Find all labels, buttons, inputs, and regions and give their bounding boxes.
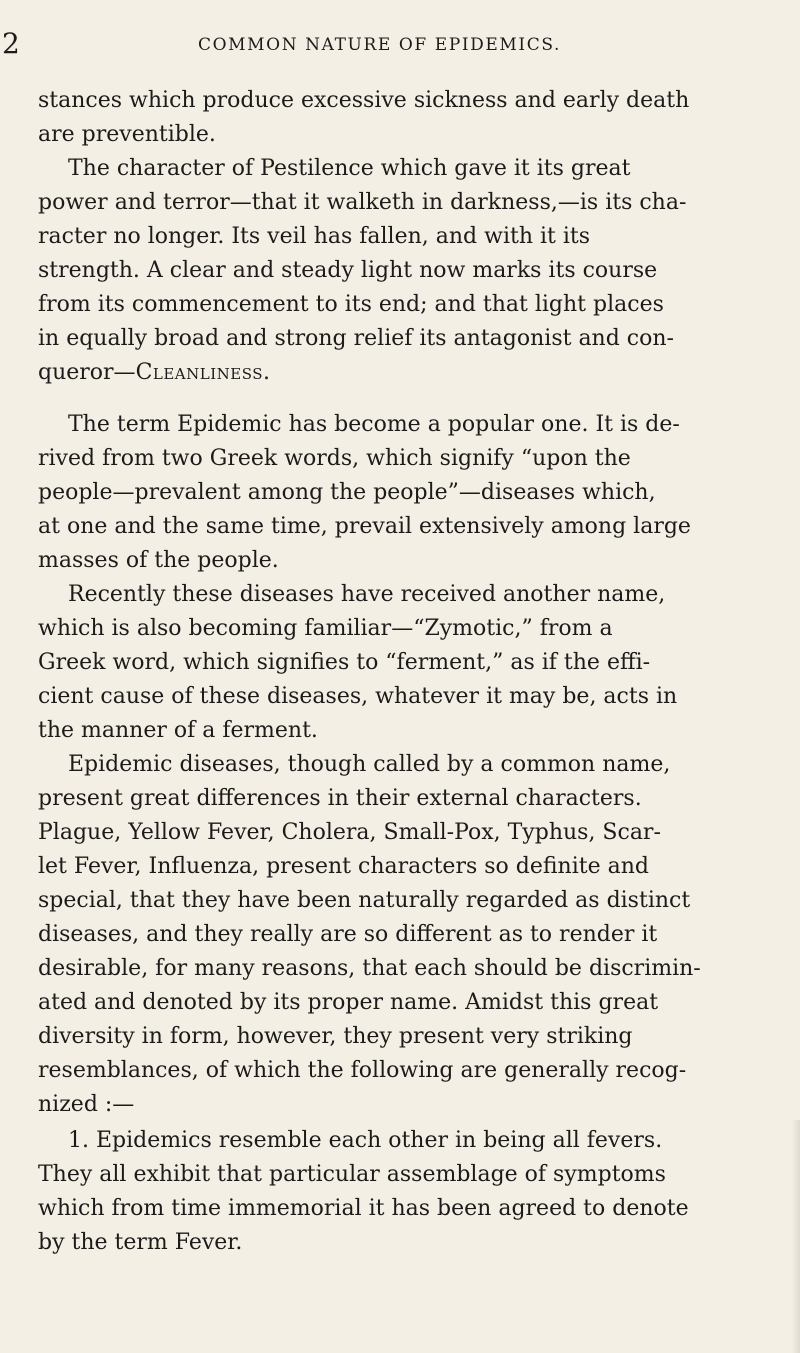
text-line: at one and the same time, prevail extensively among large <box>38 514 691 539</box>
text-line: diseases, and they really are so different as to render it <box>38 922 658 947</box>
text-line: let Fever, Influenza, present characters so definite and <box>38 854 649 879</box>
text-line: Greek word, which signifies to “ferment,” as if the effi- <box>38 650 651 675</box>
page-number: 2 <box>2 27 20 60</box>
running-head: COMMON NATURE OF EPIDEMICS. <box>198 35 561 55</box>
text-line: people—prevalent among the people”—diseases which, <box>38 480 656 505</box>
text-line: Plague, Yellow Fever, Cholera, Small-Pox, Typhus, Scar- <box>38 820 661 845</box>
text-line: in equally broad and strong relief its antagonist and con- <box>38 326 674 351</box>
text-line <box>38 356 271 390</box>
page-edge-shadow <box>792 1120 800 1353</box>
text-line: rived from two Greek words, which signify “upon the <box>38 446 631 471</box>
text-line: ated and denoted by its proper name. Amidst this great <box>38 990 659 1015</box>
text-line: from its commencement to its end; and that light places <box>38 292 664 317</box>
text-line: 1. Epidemics resemble each other in being all fevers. <box>68 1128 663 1153</box>
text-line: racter no longer. Its veil has fallen, and with it its <box>38 224 591 249</box>
text-line: Epidemic diseases, though called by a common name, <box>68 752 671 777</box>
text-line: power and terror—that it walketh in darkness,—is its cha- <box>38 190 687 215</box>
text-line: nized :— <box>38 1092 135 1117</box>
text-line: The character of Pestilence which gave it its great <box>68 156 631 181</box>
text-line: the manner of a ferment. <box>38 718 318 743</box>
text-line: special, that they have been naturally regarded as distinct <box>38 888 691 913</box>
text-line: are preventible. <box>38 122 216 147</box>
small-caps-term: Cleanliness. <box>135 360 271 385</box>
text-line: Recently these diseases have received another name, <box>68 582 666 607</box>
text-line: stances which produce excessive sickness and early death <box>38 88 690 113</box>
text-line: present great differences in their external characters. <box>38 786 642 811</box>
text-line: which is also becoming familiar—“Zymotic,” from a <box>38 616 613 641</box>
text-line: strength. A clear and steady light now marks its course <box>38 258 658 283</box>
text-line: They all exhibit that particular assemblage of symptoms <box>38 1162 666 1187</box>
text-line: resemblances, of which the following are generally recog- <box>38 1058 687 1083</box>
text-line: masses of the people. <box>38 548 279 573</box>
text-line: which from time immemorial it has been agreed to denote <box>38 1196 689 1221</box>
text-line: diversity in form, however, they present very striking <box>38 1024 633 1049</box>
text-line: by the term Fever. <box>38 1230 243 1255</box>
text-line: desirable, for many reasons, that each should be discrimin- <box>38 956 701 981</box>
text-line: cient cause of these diseases, whatever it may be, acts in <box>38 684 678 709</box>
text-segment: queror— <box>38 360 136 385</box>
text-line: The term Epidemic has become a popular one. It is de- <box>68 412 680 437</box>
